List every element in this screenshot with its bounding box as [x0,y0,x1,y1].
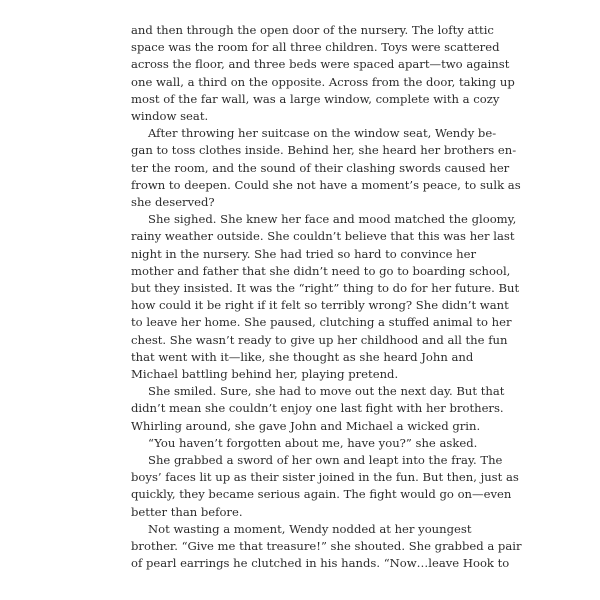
text-line: Michael battling behind her, playing pretend. [131,367,399,382]
text-line: one wall, a third on the opposite. Across from the door, taking up [131,74,515,89]
text-line: After throwing her suitcase on the window seat, Wendy be- [148,126,497,141]
text-line: night in the nursery. She had tried so hard to convince her [131,246,477,261]
text-line: most of the far wall, was a large window, complete with a cozy [131,91,500,106]
text-line: gan to toss clothes inside. Behind her, she heard her brothers en- [131,143,517,158]
text-line: across the floor, and three beds were spaced apart—two against [131,57,510,72]
text-line: boys’ faces lit up as their sister joined in the fun. But then, just as [131,470,519,485]
text-line: she deserved? [131,195,215,210]
text-line: how could it be right if it felt so terribly wrong? She didn’t want [131,298,509,313]
text-line: She sighed. She knew her face and mood matched the gloomy, [148,212,517,227]
text-line: “You haven’t forgotten about me, have you?” she asked. [148,435,478,450]
body-text [131,22,522,573]
text-line: quickly, they became serious again. The fight would go on—even [131,487,512,502]
text-line: rainy weather outside. She couldn’t believe that this was her last [131,229,515,244]
text-line: She smiled. Sure, she had to move out the next day. But that [148,384,505,399]
text-line: better than before. [131,504,243,519]
text-line: Whirling around, she gave John and Michael a wicked grin. [131,418,481,433]
text-line: brother. “Give me that treasure!” she shouted. She grabbed a pair [131,539,522,554]
text-line: She grabbed a sword of her own and leapt into the fray. The [148,453,503,468]
text-line: space was the room for all three children. Toys were scattered [131,40,500,55]
text-line: window seat. [131,109,209,124]
text-line: ter the room, and the sound of their clashing swords caused her [131,160,510,175]
text-line: to leave her home. She paused, clutching a stuffed animal to her [131,315,512,330]
text-line: mother and father that she didn’t need to go to boarding school, [131,263,511,278]
text-line: Not wasting a moment, Wendy nodded at her youngest [148,521,472,536]
text-line: frown to deepen. Could she not have a moment’s peace, to sulk as [131,177,521,192]
text-line: and then through the open door of the nursery. The lofty attic [131,23,494,37]
text-line: chest. She wasn’t ready to give up her childhood and all the fun [131,332,508,347]
text-line: of pearl earrings he clutched in his hands. “Now…leave Hook to [131,556,510,571]
text-line: didn’t mean she couldn’t enjoy one last fight with her brothers. [131,401,504,416]
text-line: but they insisted. It was the “right” thing to do for her future. But [131,281,520,296]
text-line: that went with it—like, she thought as she heard John and [131,349,474,364]
